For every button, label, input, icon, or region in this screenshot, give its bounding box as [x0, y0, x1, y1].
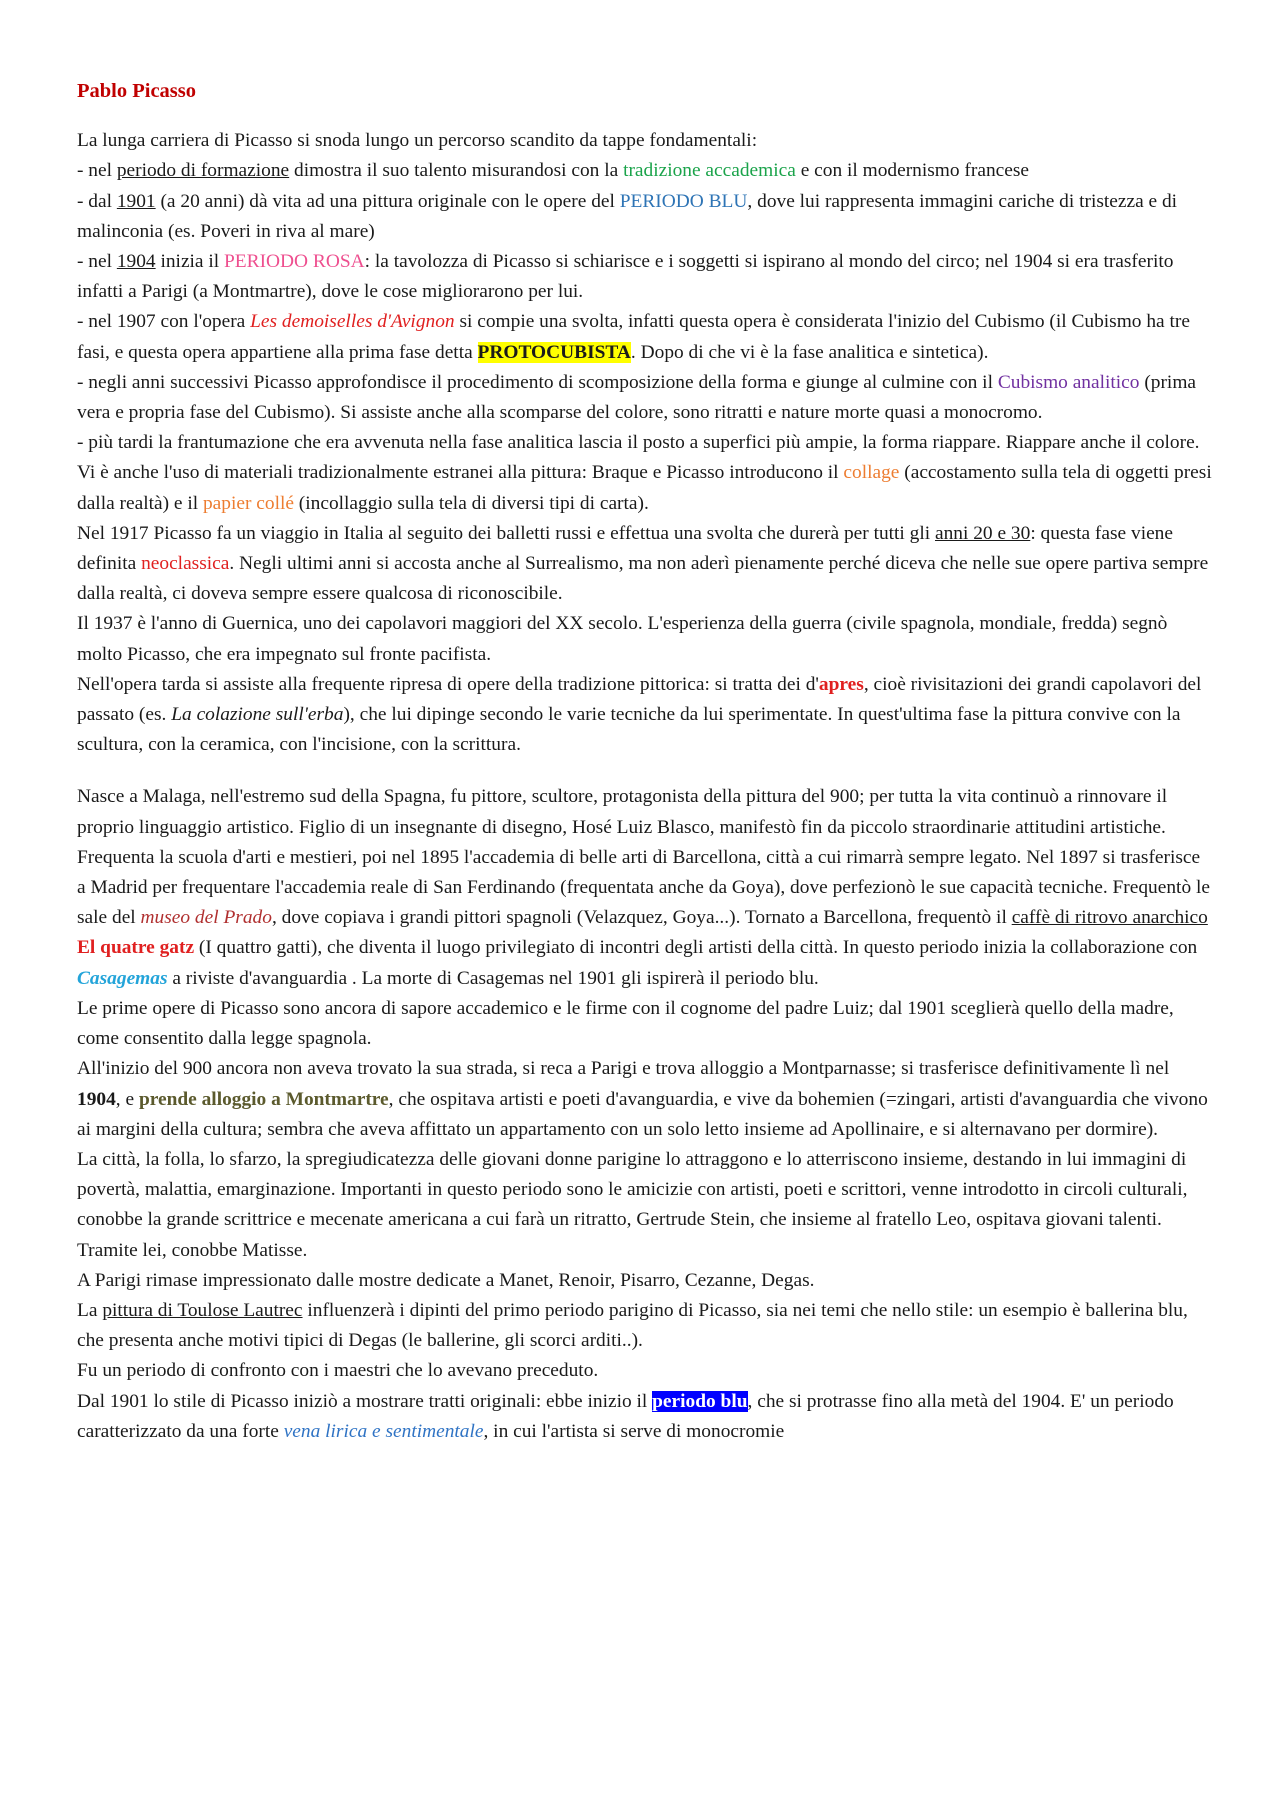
text: La lunga carriera di Picasso si snoda lungo un percorso scandito da tappe fondamentali:	[77, 130, 758, 152]
underlined-text: caffè di ritrovo anarchico	[1011, 907, 1208, 929]
periodo-blu-bio-line	[77, 1387, 1212, 1447]
text: La	[77, 1299, 103, 1321]
text: , dove lui rappresenta immagini cariche di tristezza e di malinconia (es. Poveri in riva al mare)	[77, 190, 1178, 242]
text: - negli anni successivi Picasso approfondisce il procedimento di scomposizione della forma e giunge al culmine con il	[77, 371, 998, 393]
text: Dal 1901 lo stile di Picasso iniziò a mostrare tratti originali: ebbe inizio il	[77, 1390, 653, 1412]
text: (prima vera e propria fase del Cubismo). Si assiste anche alla scomparse del colore, sono ritratti e nature morte quasi a monocromo.	[77, 371, 1197, 424]
demoiselles-line	[77, 307, 1212, 367]
underlined-text: anni 20 e 30	[934, 522, 1031, 544]
paragraph-gap	[77, 760, 1212, 782]
highlighted-term: periodo blu	[652, 1390, 748, 1412]
text: - nel	[77, 251, 117, 273]
text: a riviste d'avanguardia . La morte di Casagemas nel 1901 gli ispirerà il periodo blu.	[167, 967, 819, 989]
analitico-line	[77, 368, 1212, 428]
text: : la tavolozza di Picasso si schiarisce e i soggetti si ispirano al mondo del circo; nel 1904 si era trasferito infatti a Parigi (a Montmartre), dove le cose migliorarono per lui.	[77, 251, 1174, 303]
text: . Dopo di che vi è la fase analitica e sintetica).	[630, 341, 989, 363]
text: , in cui l'artista si serve di monocromie	[483, 1420, 785, 1442]
text: (accostamento sulla tela di oggetti presi dalla realtà) e il	[77, 462, 1212, 514]
highlight-blue-italic-text: vena lirica e sentimentale	[283, 1420, 484, 1442]
mostre-line	[77, 1266, 1212, 1296]
text: A Parigi rimase impressionato dalle mostre dedicate a Manet, Renoir, Pisarro, Cezanne, Degas.	[77, 1269, 815, 1291]
citta-line	[77, 1145, 1212, 1266]
malaga-line	[77, 782, 1212, 842]
text: , che si protrasse fino alla metà del 1904. E' un periodo caratterizzato da una forte	[77, 1390, 1174, 1442]
confronto-line	[77, 1356, 1212, 1386]
text: . Negli ultimi anni si accosta anche al Surrealismo, ma non aderì pienamente perché diceva che nelle sue opere partiva sempre dalla realtà, ci doveva sempre essere qualcosa di riconoscibile.	[77, 553, 1209, 605]
text: All'inizio del 900 ancora non aveva trovato la sua strada, si reca a Parigi e trova alloggio a Montparnasse; si trasferisce definitivamente lì nel	[77, 1058, 1170, 1080]
neoclassica-line	[77, 519, 1212, 610]
text: - dal	[77, 190, 117, 212]
cafe-name: El quatre gatz	[77, 937, 195, 959]
guernica-line	[77, 609, 1212, 669]
text: , e	[115, 1088, 139, 1110]
text: - nel	[77, 160, 117, 182]
text: Le prime opere di Picasso sono ancora di sapore accademico e le firme con il cognome del padre Luiz; dal 1901 sceglierà quello della madre, come consentito dalla legge spagnola.	[77, 997, 1174, 1050]
highlight-green-text: tradizione accademica	[623, 160, 796, 182]
highlight-orange-text: papier collé	[202, 492, 294, 514]
text: si compie una svolta, infatti questa opera è considerata l'inizio del Cubismo (il Cubismo ha tre fasi, e questa opera appartiene alla prima fase detta	[77, 311, 1190, 363]
highlight-red-text: neoclassica	[141, 553, 230, 575]
artwork-title: Les demoiselles d'Avignon	[250, 311, 455, 333]
text: (I quattro gatti), che diventa il luogo privilegiato di incontri degli artisti della città. In questo periodo inizia la collaborazione con	[194, 937, 1198, 959]
text: - più tardi la frantumazione che era avvenuta nella fase analitica lascia il posto a superfici più ampie, la forma riappare. Riappare anche il colore. Vi è anche l'uso di materiali tradizionalmente estranei alla pittura: Braque e Picasso introducono il	[77, 432, 1200, 484]
highlight-pink-text: PERIODO ROSA	[224, 251, 365, 273]
underlined-text: 1901	[116, 190, 156, 212]
text: (a 20 anni) dà vita ad una pittura originale con le opere del	[155, 190, 620, 212]
highlighted-term: PROTOCUBISTA	[477, 341, 631, 363]
sintetico-line	[77, 428, 1212, 519]
artwork-title: La colazione sull'erba	[171, 704, 344, 726]
highlight-blue-text: PERIODO BLU	[619, 190, 748, 212]
page-title: Pablo Picasso	[77, 80, 197, 102]
text: Nasce a Malaga, nell'estremo sud della Spagna, fu pittore, scultore, protagonista della pittura del 900; per tutta la vita continuò a rinnovare il proprio linguaggio artistico. Figlio di un insegnante di disegno, Hosé Luiz Blasco, manifestò fin da piccolo straordinarie attitudini artistiche.	[77, 786, 1168, 838]
text: La città, la folla, lo sfarzo, la spregiudicatezza delle giovani donne parigine lo attraggono e lo atterriscono insieme, destando in lui immagini di povertà, malattia, emarginazione. Importanti in questo periodo sono le amicizie con artisti, poeti e scrittori, venne introdotto in circoli culturali, conobbe la grande scrittrice e mecenate americana a cui farà un ritratto, Gertrude Stein, che insieme al fratello Leo, ospitava giovani talenti. Tramite lei, conobbe Matisse.	[77, 1148, 1188, 1261]
text: influenzerà i dipinti del primo periodo parigino di Picasso, sia nei temi che nello stile: un esempio è ballerina blu, che presenta anche motivi tipici di Degas (le ballerine, gli scorci arditi..).	[77, 1299, 1188, 1352]
underlined-text: pittura di Toulose Lautrec	[102, 1299, 303, 1321]
lautrec-line	[77, 1296, 1212, 1356]
text: Il 1937 è l'anno di Guernica, uno dei capolavori maggiori del XX secolo. L'esperienza della guerra (civile spagnola, mondiale, fredda) segnò molto Picasso, che era impegnato sul fronte pacifista.	[77, 613, 1168, 665]
document-page	[77, 68, 1212, 1447]
highlight-olive-text: prende alloggio a Montmartre	[138, 1088, 389, 1110]
periodo-blu-line	[77, 187, 1212, 247]
formazione-bio-line	[77, 843, 1212, 994]
text: dimostra il suo talento misurandosi con la	[289, 160, 624, 182]
museum-name: museo del Prado	[140, 907, 272, 929]
text: (incollaggio sulla tela di diversi tipi di carta).	[293, 492, 649, 514]
highlight-orange-text: collage	[843, 462, 900, 484]
text: , dove copiava i grandi pittori spagnoli (Velazquez, Goya...). Tornato a Barcellona, frequentò il	[271, 907, 1012, 929]
underlined-text: periodo di formazione	[116, 160, 290, 182]
text: Fu un periodo di confronto con i maestri che lo avevano preceduto.	[77, 1360, 599, 1382]
text: ), che lui dipinge secondo le varie tecniche da lui sperimentate. In quest'ultima fase la pittura convive con la scultura, con la ceramica, con l'incisione, con la scrittura.	[77, 704, 1181, 756]
opera-tarda-line	[77, 670, 1212, 761]
bold-year: 1904	[77, 1088, 116, 1110]
person-name: Casagemas	[77, 967, 168, 989]
periodo-rosa-line	[77, 247, 1212, 307]
underlined-text: 1904	[116, 251, 156, 273]
intro-line	[77, 126, 1212, 156]
text: e con il modernismo francese	[795, 160, 1030, 182]
text: , cioè rivisitazioni dei grandi capolavori del passato (es.	[77, 673, 1202, 726]
text: : questa fase viene definita	[77, 522, 1173, 575]
text: inizia il	[155, 251, 225, 273]
prime-opere-line	[77, 994, 1212, 1054]
text: Nel 1917 Picasso fa un viaggio in Italia al seguito dei balletti russi e effettua una svolta che durerà per tutti gli	[77, 522, 935, 544]
highlight-purple-text: Cubismo analitico	[997, 371, 1140, 393]
text: Nell'opera tarda si assiste alla frequente ripresa di opere della tradizione pittorica: si tratta dei d'	[77, 673, 819, 695]
highlight-red-text: apres	[818, 673, 864, 695]
text: , che ospitava artisti e poeti d'avanguardia, e vive da bohemien (=zingari, artisti d'avanguardia che vivono ai margini della cultura; sembra che aveva affittato un appartamento con un solo letto insieme ad Apollinaire, e si alternavano per dormire).	[77, 1088, 1208, 1140]
formazione-line	[77, 156, 1212, 186]
parigi-line	[77, 1054, 1212, 1145]
text: Frequenta la scuola d'arti e mestieri, poi nel 1895 l'accademia di belle arti di Barcellona, città a cui rimarrà sempre legato. Nel 1897 si trasferisce a Madrid per frequentare l'accademia reale di San Ferdinando (frequentata anche da Goya), dove perfezionò le sue capacità tecniche. Frequentò le sale del	[77, 846, 1210, 929]
text: - nel 1907 con l'opera	[77, 311, 251, 333]
